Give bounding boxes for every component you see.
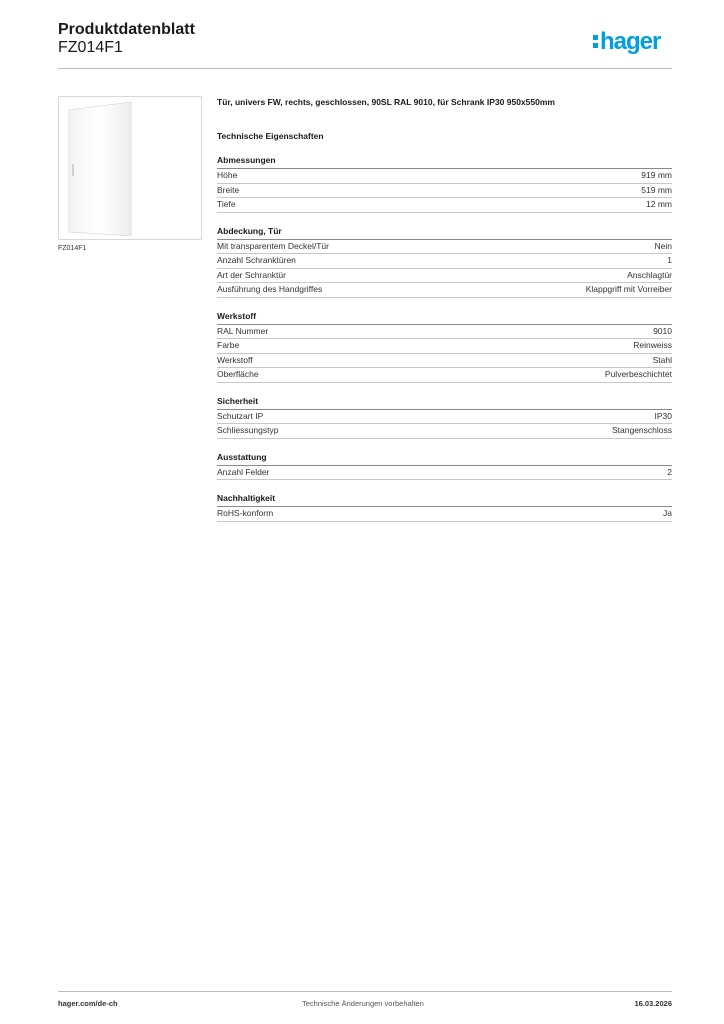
spec-value: 2 [667, 466, 672, 477]
spec-label: Ausführung des Handgriffes [217, 284, 323, 294]
spec-group [217, 451, 672, 481]
spec-value: 1 [667, 255, 672, 265]
spec-label: RoHS-konform [217, 508, 274, 518]
spec-group-title: Sicherheit [217, 395, 672, 410]
door-panel-icon [63, 100, 187, 236]
page-title: Produktdatenblatt [58, 21, 195, 38]
spec-group [217, 225, 672, 298]
spec-label: Schutzart IP [217, 410, 264, 421]
spec-label: Mit transparentem Deckel/Tür [217, 240, 329, 251]
spec-value: Ja [663, 508, 672, 518]
spec-row [217, 368, 672, 383]
footer-website-link[interactable]: hager.com/de-ch [58, 999, 118, 1008]
image-caption: FZ014F1 [58, 245, 87, 252]
hager-logo[interactable] [593, 28, 660, 56]
spec-label: Tiefe [217, 199, 236, 209]
spec-value: 12 mm [646, 199, 672, 209]
footer-notice: Technische Änderungen vorbehalten [302, 999, 424, 1008]
spec-value: Stangenschloss [611, 425, 672, 435]
header-divider [58, 68, 672, 69]
spec-group [217, 310, 672, 383]
spec-groups [217, 154, 672, 522]
spec-row [217, 410, 672, 425]
spec-value: Reinweiss [633, 340, 672, 350]
spec-row [217, 254, 672, 269]
spec-group-title: Nachhaltigkeit [217, 492, 672, 507]
spec-row [217, 507, 672, 522]
footer-date: 16.03.2026 [634, 999, 672, 1008]
spec-group [217, 492, 672, 522]
spec-group-title: Abdeckung, Tür [217, 225, 672, 240]
spec-row [217, 283, 672, 298]
logo-colon-icon [593, 33, 598, 49]
spec-label: RAL Nummer [217, 325, 269, 336]
spec-row [217, 354, 672, 369]
spec-row [217, 325, 672, 340]
spec-label: Breite [217, 184, 240, 195]
spec-group [217, 154, 672, 213]
product-image [58, 96, 202, 240]
spec-row [217, 169, 672, 184]
spec-value: Pulverbeschichtet [604, 369, 672, 379]
spec-value: Klappgriff mit Vorreiber [585, 284, 672, 294]
spec-value: Nein [654, 240, 672, 251]
spec-label: Schliessungstyp [217, 425, 279, 435]
logo-text: hager [600, 28, 661, 55]
spec-label: Anzahl Schranktüren [217, 255, 296, 265]
spec-row [217, 269, 672, 284]
spec-content [217, 96, 672, 522]
section-title: Technische Eigenschaften [217, 131, 324, 141]
spec-value: 519 mm [641, 184, 672, 195]
spec-row [217, 466, 672, 481]
spec-label: Werkstoff [217, 354, 253, 365]
spec-group-title: Ausstattung [217, 451, 672, 466]
spec-label: Farbe [217, 340, 240, 350]
spec-label: Oberfläche [217, 369, 259, 379]
spec-row [217, 424, 672, 439]
spec-value: 9010 [653, 325, 672, 336]
spec-row [217, 240, 672, 255]
footer-divider [58, 991, 672, 992]
spec-group [217, 395, 672, 439]
spec-value: 919 mm [641, 170, 672, 180]
spec-label: Höhe [217, 170, 238, 180]
spec-group-title: Werkstoff [217, 310, 672, 325]
product-code: FZ014F1 [58, 39, 123, 56]
spec-group-title: Abmessungen [217, 154, 672, 169]
spec-label: Anzahl Felder [217, 466, 270, 477]
spec-value: Anschlagtür [627, 269, 672, 280]
spec-row [217, 184, 672, 199]
spec-row [217, 339, 672, 354]
spec-value: Stahl [652, 354, 672, 365]
spec-value: IP30 [654, 410, 672, 421]
product-description: Tür, univers FW, rechts, geschlossen, 90SL RAL 9010, für Schrank IP30 950x550mm [217, 97, 555, 107]
spec-label: Art der Schranktür [217, 269, 286, 280]
spec-row [217, 198, 672, 213]
